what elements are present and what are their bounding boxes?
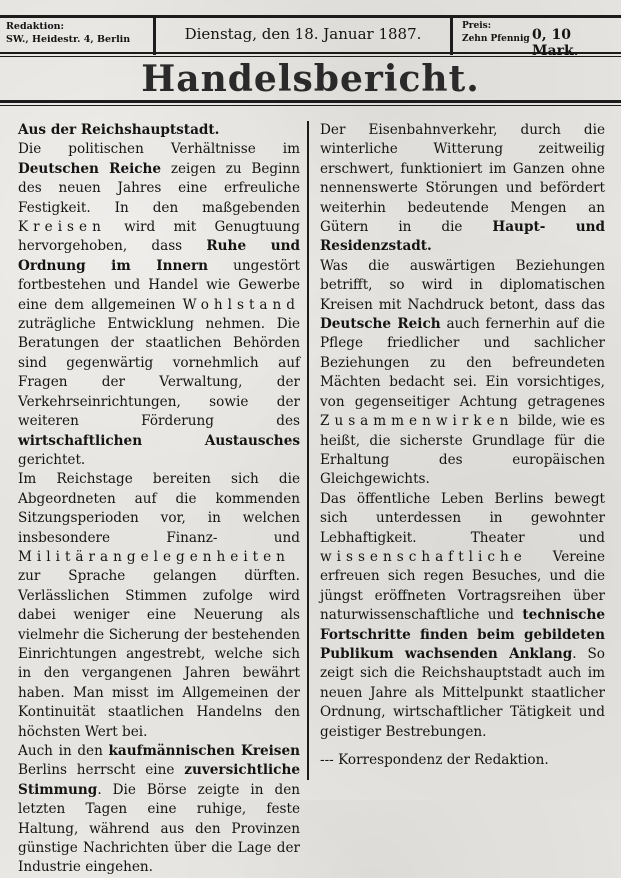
- bold-text: Deutschen Reiche: [18, 160, 162, 177]
- page-title: Handelsbericht.: [141, 58, 480, 100]
- editorial-office: [6, 20, 130, 46]
- spaced-text: wissenschaftliche: [320, 548, 527, 565]
- right-column: [320, 121, 605, 770]
- text-run: zeigen zu Beginn des neuen Jahres eine erfreuliche Festigkeit. In den maßgebenden: [18, 160, 300, 216]
- bold-text: kaufmännischen Kreisen: [108, 743, 300, 759]
- title-bottom-thin-rule: [0, 105, 621, 106]
- bold-text: wirtschaftlichen Austausches: [18, 432, 300, 449]
- signature-line: [320, 751, 605, 770]
- article-paragraph: [320, 490, 605, 742]
- title-bottom-rule: [0, 100, 621, 103]
- spaced-text: Wohlstand: [182, 296, 300, 313]
- spaced-text: Zusammenwirken: [320, 413, 514, 430]
- text-run: bilde, wie es heißt, die sicherste Grundlage für die Erhaltung des europäischen Gleichgewichts.: [320, 413, 605, 488]
- bold-text: Aus der Reichshauptstadt.: [18, 122, 220, 138]
- text-run: Vereine erfreuen sich regen Besuches, und die jüngst eröffneten Vortragsreihen über naturwissenschaftliche und: [320, 548, 605, 624]
- text-run: . So zeigt sich die Reichshauptstadt auch im neuen Jahre als Mittelpunkt staatlicher Ordnung, wirtschaftlicher Tätigkeit und geistiger Bestrebungen.: [320, 645, 605, 740]
- text-run: Die politischen Verhältnisse im: [18, 141, 300, 158]
- text-run: zuträgliche Entwicklung nehmen. Die Beratungen der staatlichen Behörden sind gegenwärtig vornehmlich auf Fragen der Verwaltung, der Verkehrseinrichtungen, sowie der weiteren Förderung des: [18, 316, 300, 430]
- bold-text: Deutsche Reich: [320, 316, 441, 333]
- text-run: Berlins herrscht eine: [18, 762, 185, 779]
- issue-date: Dienstag, den 18. Januar 1887.: [184, 25, 422, 43]
- price-block: [462, 20, 530, 46]
- top-rule: [0, 15, 621, 18]
- bold-text: zuversichtliche Stimmung: [18, 762, 300, 798]
- text-run: Der Eisenbahnverkehr, durch die winterliche Witterung zeitweilig erschwert, funktioniert im Ganzen ohne nennenswerte Störungen und befördert weiterhin bedeutende Mengen an Gütern in die: [320, 122, 605, 236]
- price-label: Preis:: [462, 21, 492, 31]
- text-run: zur Sprache gelangen dürften. Verlässlichen Stimmen zufolge wird dabei weniger eine Neuerung als vielmehr die Sicherung der bestehenden Einrichtungen angestrebt, welche sich in den vergangenen Jahren bewährt haben. Man misst im Allgemeinen der Kontinuität staatlichen Handelns den höchsten Wert bei.: [18, 568, 300, 740]
- text-run: ungestört fortbestehen und Handel wie Gewerbe eine dem allgemeinen: [18, 257, 300, 313]
- bold-text: technische Fortschritte finden beim gebildeten Publikum wachsenden Anklang: [320, 607, 605, 662]
- section-heading: [18, 121, 300, 140]
- article-paragraph: [18, 140, 300, 470]
- bold-text: Ruhe und Ordnung im Innern: [18, 238, 300, 274]
- masthead-bottom-thin-rule: [0, 56, 621, 57]
- redaktion-label: Redaktion:: [6, 21, 65, 32]
- spaced-text: Kreisen: [18, 219, 106, 236]
- spaced-text: Militärangelegenheiten: [18, 548, 290, 565]
- redaktion-address: SW., Heidestr. 4, Berlin: [6, 34, 131, 45]
- text-run: Auch in den: [18, 743, 109, 759]
- column-divider: [307, 121, 309, 780]
- text-run: auch fernerhin auf die Pflege friedlicher und sachlicher Beziehungen zu den befreundeten Mächten bedacht sei. Ein vorsichtiges, von gegenseitiger Achtung getragenes: [320, 316, 605, 410]
- article-paragraph: [320, 121, 605, 257]
- bold-text: Haupt- und Residenzstadt.: [320, 219, 605, 255]
- text-run: Im Reichstage bereiten sich die Abgeordneten auf die kommenden Sitzungsperioden vor, in welchen insbesondere Finanz- und: [18, 471, 300, 546]
- text-run: gerichtet.: [18, 451, 86, 468]
- price-words: Zehn Pfennig: [462, 34, 530, 44]
- text-run: wird mit Genugtuung hervorgehoben, dass: [18, 219, 300, 255]
- masthead-bottom-rule: [0, 52, 621, 54]
- article-paragraph: [18, 470, 300, 742]
- article-paragraph: [18, 742, 300, 878]
- masthead-divider: [450, 15, 453, 55]
- left-column: [18, 121, 300, 878]
- text-run: . Die Börse zeigte in den letzten Tagen eine ruhige, feste Haltung, während aus den Provinzen günstige Nachrichten über die Lage der Industrie eingehen.: [18, 781, 300, 876]
- text-run: Das öffentliche Leben Berlins bewegt sich unterdessen in gewohnter Lebhaftigkeit. Theater und: [320, 490, 605, 546]
- article-paragraph: [320, 257, 605, 490]
- text-run: --- Korrespondenz der Redaktion.: [320, 752, 549, 768]
- price-amount: 0, 10 Mark.: [532, 27, 579, 59]
- text-run: Was die auswärtigen Beziehungen betrifft, so wird in diplomatischen Kreisen mit Nachdruck betont, dass das: [320, 257, 605, 313]
